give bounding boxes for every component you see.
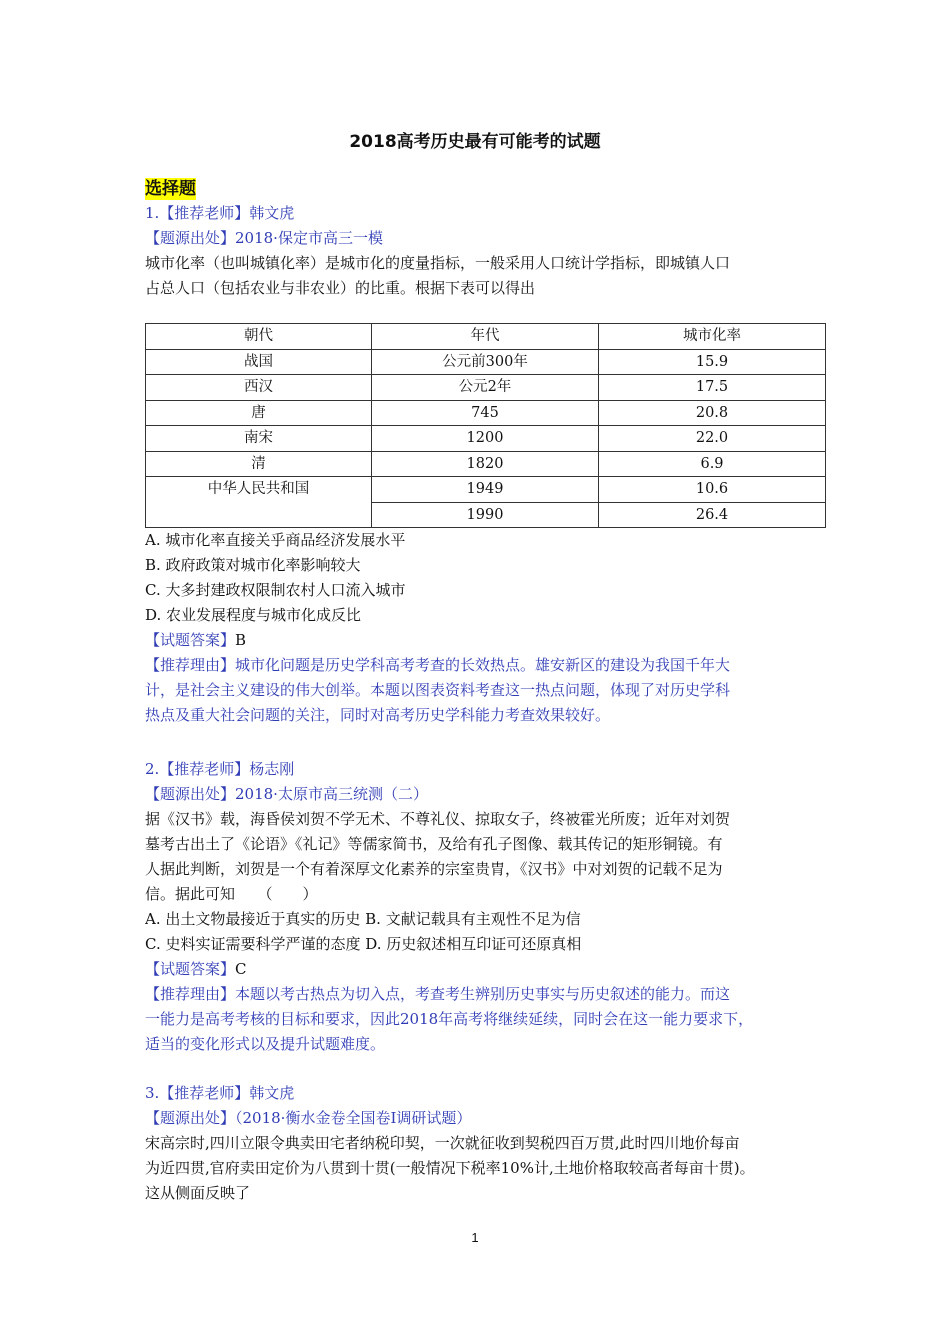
- table-cell: 西汉: [146, 375, 372, 401]
- q1-reason-line: 【推荐理由】城市化问题是历史学科高考考查的长效热点。雄安新区的建设为我国千年大: [145, 656, 731, 674]
- q1-answer: [145, 628, 835, 653]
- table-cell: 1990: [372, 502, 599, 528]
- q2-reason-line: 一能力是高考考核的目标和要求，因此2018年高考将继续延续，同时会在这一能力要求下，: [145, 1010, 754, 1028]
- table-cell: 26.4: [599, 502, 826, 528]
- table-cell: 6.9: [599, 451, 826, 477]
- answer-value: B: [235, 631, 247, 649]
- q1-option: C. 大多封建政权限制农村人口流入城市: [145, 581, 406, 599]
- q2-stem-line: 人据此判断，刘贺是一个有着深厚文化素养的宗室贵胄，《汉书》中对刘贺的记载不足为: [145, 860, 723, 878]
- table-cell: 战国: [146, 349, 372, 375]
- q1-option: B. 政府政策对城市化率影响较大: [145, 556, 361, 574]
- table-header-row: [146, 324, 826, 350]
- q3-stem-line: 这从侧面反映了: [145, 1184, 251, 1202]
- table-row: [146, 375, 826, 401]
- q2-source: 【题源出处】2018·太原市高三统测（二）: [145, 785, 428, 803]
- table-cell: 1820: [372, 451, 599, 477]
- table-row: [146, 477, 826, 503]
- table-cell: 15.9: [599, 349, 826, 375]
- table-row: [146, 349, 826, 375]
- q3-stem-line: 为近四贯,官府卖田定价为八贯到十贯(一般情况下税率10%计,土地价格取较高者每亩十贯)。: [145, 1159, 755, 1177]
- section-label: 选择题: [145, 179, 196, 199]
- table-cell: 唐: [146, 400, 372, 426]
- q3-source: 【题源出处】（2018·衡水金卷全国卷I调研试题）: [145, 1109, 472, 1127]
- table-merged-cell: 中华人民共和国: [146, 477, 372, 528]
- table-cell: 1200: [372, 426, 599, 452]
- q1-option: A. 城市化率直接关乎商品经济发展水平: [145, 531, 406, 549]
- table-header-cell: 城市化率: [599, 324, 826, 350]
- table-cell: 清: [146, 451, 372, 477]
- table-row: [146, 400, 826, 426]
- answer-label: 【试题答案】: [145, 960, 236, 978]
- table-header-cell: 年代: [372, 324, 599, 350]
- document-title: 2018高考历史最有可能考的试题: [349, 132, 601, 152]
- q2-option: A. 出土文物最接近于真实的历史 B. 文献记载具有主观性不足为信: [145, 910, 581, 928]
- q2-stem-line: 墓考古出土了《论语》《礼记》等儒家简书，及给有孔子图像、载其传记的矩形铜镜。有: [145, 835, 723, 853]
- table-row: [146, 451, 826, 477]
- q2-reason-line: 适当的变化形式以及提升试题难度。: [145, 1035, 386, 1053]
- table-cell: 17.5: [599, 375, 826, 401]
- table-cell: 1949: [372, 477, 599, 503]
- q2-option: C. 史料实证需要科学严谨的态度 D. 历史叙述相互印证可还原真相: [145, 935, 582, 953]
- table-cell: 20.8: [599, 400, 826, 426]
- answer-label: 【试题答案】: [145, 631, 236, 649]
- q1-option: D. 农业发展程度与城市化成反比: [145, 606, 362, 624]
- q2-reason-line: 【推荐理由】本题以考古热点为切入点，考查考生辨别历史事实与历史叙述的能力。而这: [145, 985, 731, 1003]
- q2-answer: [145, 957, 835, 982]
- q1-reason-line: 计，是社会主义建设的伟大创举。本题以图表资料考查这一热点问题，体现了对历史学科: [145, 681, 731, 699]
- answer-value: C: [235, 960, 247, 978]
- q1-teacher: 1.【推荐老师】韩文虎: [145, 204, 295, 222]
- table-cell: 22.0: [599, 426, 826, 452]
- q3-stem-line: 宋高宗时,四川立限令典卖田宅者纳税印契，一次就征收到契税四百万贯,此时四川地价每亩: [145, 1134, 740, 1152]
- q2-stem-line: 信。据此可知 （ ）: [145, 885, 318, 903]
- table-cell: 公元前300年: [372, 349, 599, 375]
- table-row: [146, 426, 826, 452]
- q1-stem-line: 占总人口（包括农业与非农业）的比重。根据下表可以得出: [145, 279, 536, 297]
- q2-stem-line: 据《汉书》载，海昏侯刘贺不学无术、不尊礼仪、掠取女子，终被霍光所废；近年对刘贺: [145, 810, 731, 828]
- table-header-cell: 朝代: [146, 324, 372, 350]
- q1-source: 【题源出处】2018·保定市高三一模: [145, 229, 383, 247]
- document-body: [145, 176, 835, 1206]
- q2-teacher: 2.【推荐老师】杨志刚: [145, 760, 295, 778]
- table-cell: 公元2年: [372, 375, 599, 401]
- table-cell: 南宋: [146, 426, 372, 452]
- urbanization-table: [145, 323, 826, 528]
- q1-reason-line: 热点及重大社会问题的关注，同时对高考历史学科能力考查效果较好。: [145, 706, 611, 724]
- q3-teacher: 3.【推荐老师】韩文虎: [145, 1084, 295, 1102]
- q1-stem-line: 城市化率（也叫城镇化率）是城市化的度量指标，一般采用人口统计学指标，即城镇人口: [145, 254, 731, 272]
- table-cell: 745: [372, 400, 599, 426]
- page-number: 1: [471, 1230, 479, 1245]
- table-cell: 10.6: [599, 477, 826, 503]
